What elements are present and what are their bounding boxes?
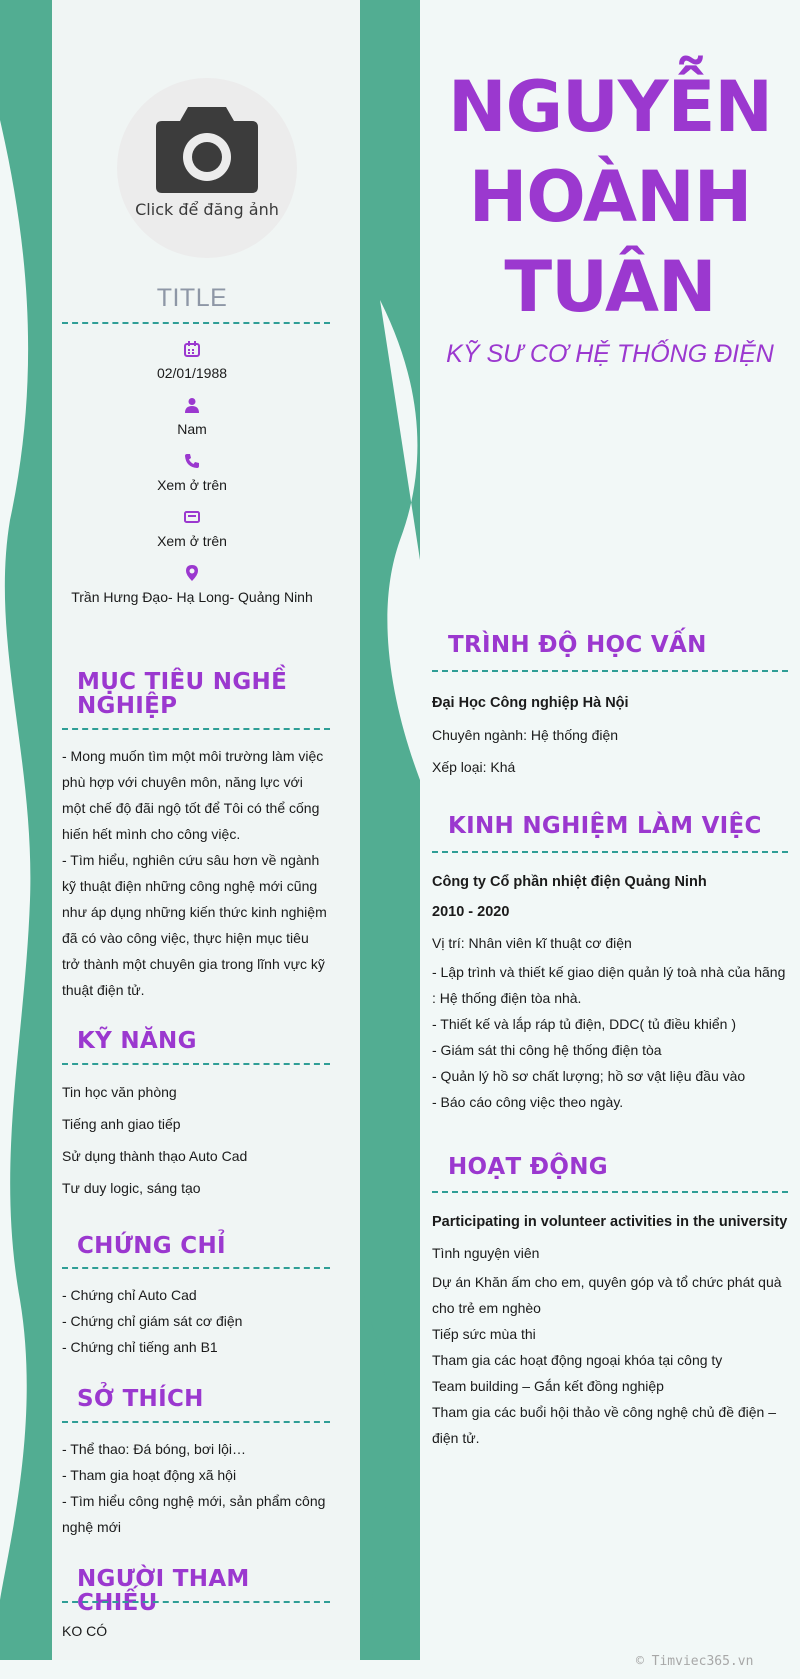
hobby-item: - Tham gia hoạt động xã hội: [62, 1467, 237, 1483]
left-title: TITLE: [156, 284, 228, 312]
divider: [62, 1421, 330, 1423]
person-icon: [184, 396, 200, 414]
location-pin-icon: [184, 564, 200, 582]
divider: [62, 322, 330, 324]
name-line: NGUYỄN: [448, 66, 772, 148]
company-name: Công ty Cổ phần nhiệt điện Quảng Ninh: [432, 874, 707, 890]
gender-value: Nam: [177, 421, 207, 437]
divider: [62, 728, 330, 730]
name-line: HOÀNH: [468, 156, 752, 238]
duty-item: - Báo cáo công việc theo ngày.: [432, 1094, 624, 1110]
duty-item: - Thiết kế và lắp ráp tủ điện, DDC( tủ điều khiển ): [432, 1016, 737, 1032]
work-position: Vị trí: Nhân viên kĩ thuật cơ điện: [432, 935, 632, 951]
objective-title: MỤC TIÊU NGHỀ NGHIỆP: [77, 669, 288, 719]
skill-item: Tư duy logic, sáng tạo: [62, 1180, 201, 1196]
hobby-item: - Thể thao: Đá bóng, bơi lội…: [62, 1441, 247, 1457]
hobbies-list: [62, 1436, 330, 1540]
divider: [62, 1063, 330, 1065]
divider: [432, 1191, 788, 1193]
certificate-item: - Chứng chỉ tiếng anh B1: [62, 1339, 218, 1355]
activity-item: Team building – Gắn kết đồng nghiệp: [432, 1378, 664, 1394]
divider: [62, 1267, 330, 1269]
duty-item: - Quản lý hồ sơ chất lượng; hồ sơ vật liệu đầu vào: [432, 1068, 746, 1084]
candidate-name: [430, 62, 790, 332]
education-block: [432, 687, 792, 783]
skill-item: Tiếng anh giao tiếp: [62, 1116, 181, 1132]
email-value: Xem ở trên: [157, 533, 227, 549]
references-text: KO CÓ: [62, 1623, 108, 1639]
skills-title: KỸ NĂNG: [77, 1028, 197, 1054]
objective-paragraph: - Tìm hiểu, nghiên cứu sâu hơn về ngành kỹ thuật điện những công nghệ mới cũng như áp dụng những kiến thức kinh nghiệm đã có vào công việc, thực hiện mục tiêu trở thành một chuyên gia trong lĩnh vực kỹ thuật điện tử.: [62, 852, 327, 998]
phone-item: [62, 452, 322, 498]
activity-item: Tiếp sức mùa thi: [432, 1326, 536, 1342]
duty-item: - Lập trình và thiết kế giao diện quản lý toà nhà của hãng : Hệ thống điện tòa nhà.: [432, 964, 786, 1006]
school-name: Đại Học Công nghiệp Hà Nội: [432, 695, 629, 711]
job-title: KỸ SƯ CƠ HỆ THỐNG ĐIỆN: [446, 340, 774, 368]
activity-item: Tham gia các buổi hội thảo về công nghệ chủ đề điện – điện tử.: [432, 1404, 777, 1446]
certificate-item: - Chứng chỉ Auto Cad: [62, 1287, 197, 1303]
name-line: TUÂN: [504, 246, 716, 328]
divider: [432, 670, 788, 672]
watermark: © Timviec365.vn: [636, 1654, 754, 1669]
activity-item: Tham gia các hoạt động ngoại khóa tại công ty: [432, 1352, 723, 1368]
hobbies-title: SỞ THÍCH: [77, 1386, 204, 1412]
activities-title: HOẠT ĐỘNG: [448, 1154, 608, 1180]
avatar-upload[interactable]: [117, 78, 297, 258]
birthday-item: [62, 340, 322, 386]
divider: [62, 1601, 330, 1603]
hobby-item: - Tìm hiểu công nghệ mới, sản phẩm công nghệ mới: [62, 1493, 326, 1535]
left-column: [52, 0, 360, 1660]
birthday-value: 02/01/1988: [156, 365, 228, 381]
calendar-icon: [184, 340, 200, 358]
references-title: NGƯỜI THAM CHIẾU: [77, 1566, 250, 1616]
envelope-icon: [184, 508, 200, 526]
gender-item: [62, 396, 322, 442]
skills-list: [62, 1076, 330, 1204]
work-period: 2010 - 2020: [432, 904, 510, 920]
address-value: Trần Hưng Đạo- Hạ Long- Quảng Ninh: [71, 589, 313, 605]
education-grade: Xếp loại: Khá: [432, 759, 516, 775]
experience-title: KINH NGHIỆM LÀM VIỆC: [448, 813, 762, 839]
activities-block: [432, 1207, 792, 1451]
camera-icon: [154, 103, 260, 193]
divider: [432, 851, 788, 853]
skill-item: Tin học văn phòng: [62, 1084, 177, 1100]
skill-item: Sử dụng thành thạo Auto Cad: [62, 1148, 248, 1164]
email-item: [62, 508, 322, 554]
objective-paragraph: - Mong muốn tìm một môi trường làm việc phù hợp với chuyên môn, năng lực với một chế độ đãi ngộ tốt để Tôi có thể cống hiến hết mình cho công việc.: [62, 748, 324, 842]
certificates-title: CHỨNG CHỈ: [77, 1233, 226, 1259]
duty-item: - Giám sát thi công hệ thống điện tòa: [432, 1042, 662, 1058]
certificates-list: [62, 1282, 330, 1360]
phone-value: Xem ở trên: [157, 477, 227, 493]
education-major: Chuyên ngành: Hệ thống điện: [432, 727, 619, 743]
activities-heading: Participating in volunteer activities in the university: [432, 1214, 788, 1230]
education-title: TRÌNH ĐỘ HỌC VẤN: [448, 632, 707, 658]
activity-item: Dự án Khăn ấm cho em, quyên góp và tổ chức phát quà cho trẻ em nghèo: [432, 1274, 782, 1316]
certificate-item: - Chứng chỉ giám sát cơ điện: [62, 1313, 243, 1329]
objective-text: [62, 743, 330, 1003]
address-item: [62, 564, 322, 610]
photo-upload-label: Click để đăng ảnh: [135, 200, 279, 219]
phone-icon: [184, 452, 200, 470]
activity-item: Tình nguyện viên: [432, 1245, 540, 1261]
experience-block: [432, 867, 792, 1115]
